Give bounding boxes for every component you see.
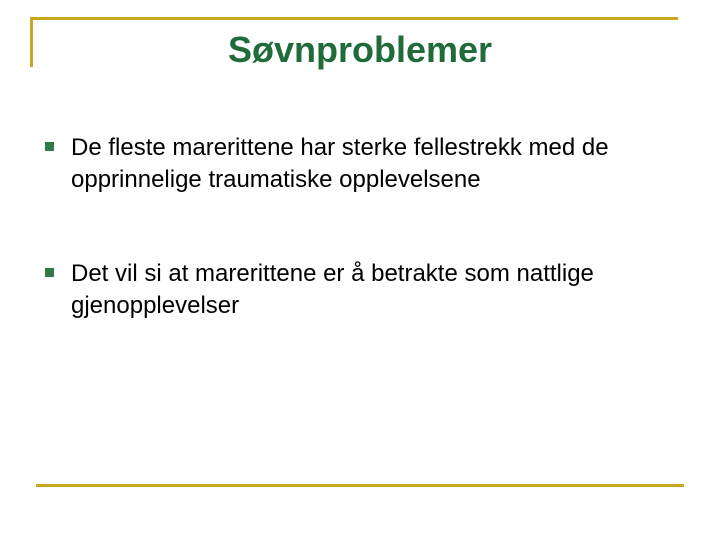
- bullet-item: [44, 258, 674, 322]
- frame-bottom-line: [36, 484, 684, 487]
- square-bullet-icon: [45, 268, 54, 277]
- bullet-text: Det vil si at marerittene er å betrakte som nattlige gjenopplevelser: [71, 260, 594, 319]
- square-bullet-icon: [45, 142, 54, 151]
- slide-title: Søvnproblemer: [227, 29, 493, 70]
- bullet-text: De fleste marerittene har sterke fellestrekk med de opprinnelige traumatiske opplevelsene: [71, 134, 609, 193]
- bullet-list: [44, 132, 674, 322]
- frame-top-line: [30, 17, 678, 20]
- bullet-item: [44, 132, 674, 196]
